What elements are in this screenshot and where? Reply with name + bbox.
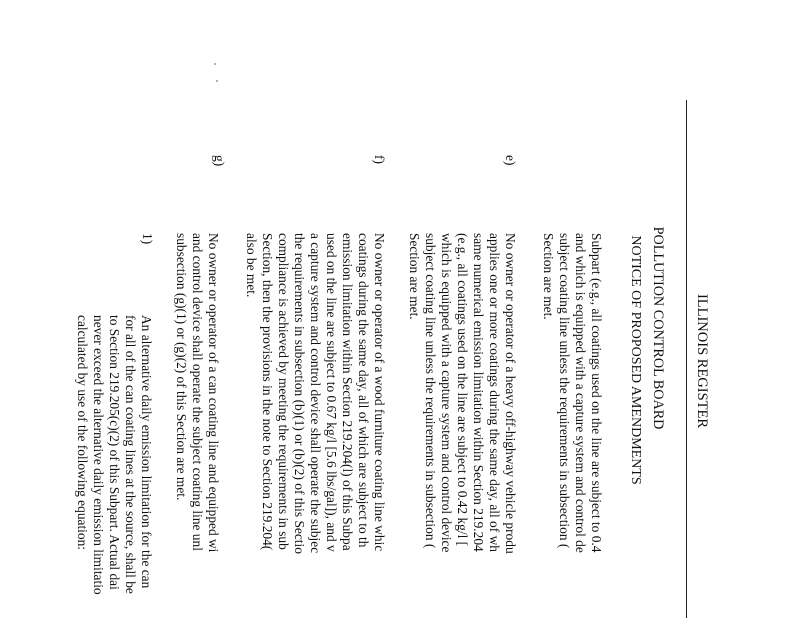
text-line: No owner or operator of a wood furniture coating line whic — [372, 233, 387, 552]
register-title: ILLINOIS REGISTER — [694, 293, 710, 429]
text-line: compliance is achieved by meeting the requirements in sub — [276, 233, 291, 550]
text-line: Section, then the provisions in the note to Section 219.204( — [260, 233, 275, 551]
text-line: Section are met. — [541, 233, 556, 320]
text-line: to Section 219.205(c)(2) of this Subpart. Actual dai — [107, 315, 122, 590]
section-label-e: e) — [503, 155, 518, 166]
text-line: the requirements in subsection (b)(1) or (b)(2) of this Sectio — [292, 233, 307, 554]
text-line: No owner or operator of a can coating line and equipped wi — [206, 233, 221, 553]
header-rule — [686, 100, 687, 618]
text-line: also be met. — [244, 233, 259, 298]
scan-speck — [214, 63, 216, 65]
text-line: No owner or operator of a heavy off-highway vehicle produ — [503, 233, 518, 554]
text-line: coatings during the same day, all of which are subject to th — [356, 233, 371, 548]
text-line: (e.g., all coatings used on the line are subject to 0.42 kg/l [ — [455, 233, 470, 547]
notice-title: NOTICE OF PROPOSED AMENDMENTS — [628, 235, 643, 485]
section-label-g: g) — [212, 155, 227, 167]
text-line: calculated by use of the following equation: — [75, 315, 90, 551]
text-line: subject coating line unless the requirements in subsection ( — [423, 233, 438, 549]
text-line: a capture system and control device shall operate the subjec — [308, 233, 323, 554]
text-line: An alternative daily emission limitation for the can — [139, 315, 154, 589]
text-line: which is equipped with a capture system and control device — [439, 233, 454, 553]
scan-speck — [216, 80, 218, 82]
text-line: Subpart (e.g., all coatings used on the line are subject to 0.4 — [589, 233, 604, 553]
text-line: for all of the can coating lines at the source, shall be — [123, 315, 138, 594]
subsection-label-1: 1) — [140, 233, 155, 245]
text-line: Section are met. — [407, 233, 422, 320]
text-line: applies one or more coatings during the same day, all of wh — [487, 233, 502, 552]
text-line: never exceed the alternative daily emission limitatio — [91, 315, 106, 595]
text-line: subsection (g)(1) or (g)(2) of this Section are met. — [174, 233, 189, 501]
section-label-f: f) — [372, 155, 387, 164]
text-line: and control device shall operate the subject coating line unl — [190, 233, 205, 551]
text-line: subject coating line unless the requirements in subsection ( — [557, 233, 572, 549]
board-title: POLLUTION CONTROL BOARD — [650, 226, 666, 430]
text-line: emission limitation within Section 219.204(l) of this Subpa — [340, 233, 355, 551]
text-line: same numerical emission limitation within Section 219.204 — [471, 233, 486, 552]
text-line: and which is equipped with a capture system and control de — [573, 233, 588, 553]
text-line: used on the line are subject to 0.67 kg/l [5.6 lbs/gal]), and v — [324, 233, 339, 552]
